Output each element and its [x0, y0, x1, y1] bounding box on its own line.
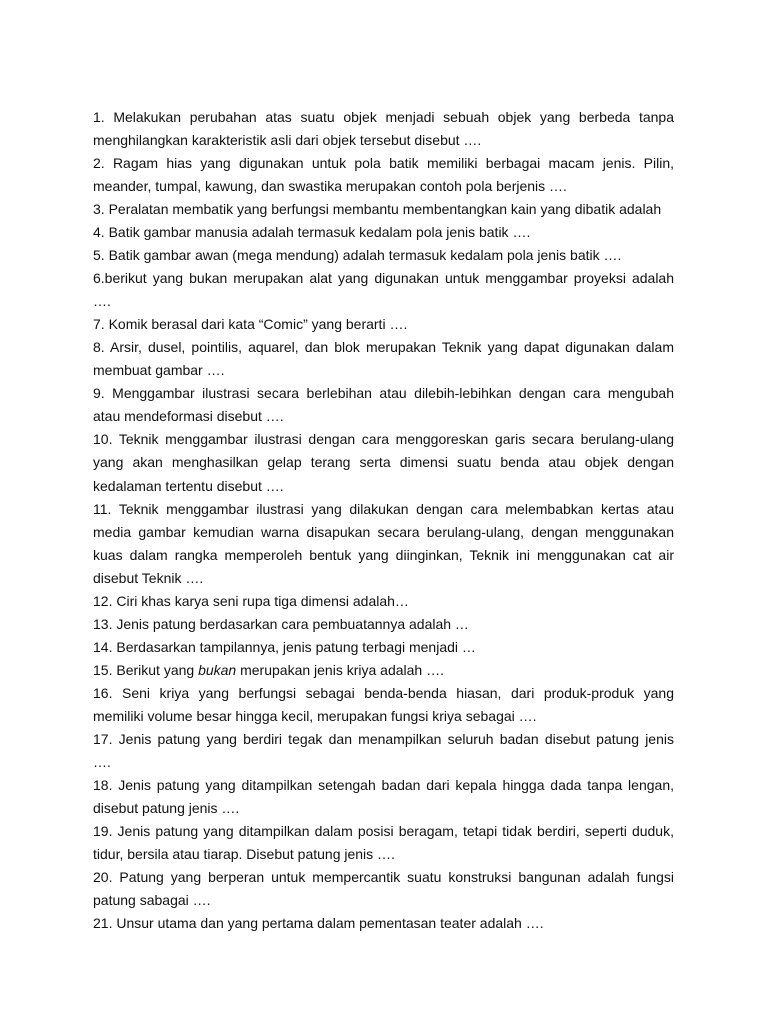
question-line: 20. Patung yang berperan untuk mempercantik suatu konstruksi bangunan adalah fungsi — [93, 869, 674, 886]
question-item — [93, 198, 674, 221]
question-item — [93, 613, 674, 636]
text-segment: 15. Berikut yang — [93, 661, 199, 678]
question-line: 3. Peralatan membatik yang berfungsi membantu membentangkan kain yang dibatik adalah — [93, 201, 662, 218]
question-line: 8. Arsir, dusel, pointilis, aquarel, dan blok merupakan Teknik yang dapat digunakan dalam — [93, 339, 674, 356]
question-item — [93, 636, 674, 659]
question-line: …. — [93, 293, 111, 310]
question-line: 2. Ragam hias yang digunakan untuk pola batik memiliki berbagai macam jenis. Pilin, — [93, 155, 674, 172]
question-item — [93, 244, 674, 267]
question-line: disebut Teknik …. — [93, 569, 204, 586]
question-line: kedalaman tertentu disebut …. — [93, 477, 284, 494]
question-line: 5. Batik gambar awan (mega mendung) adalah termasuk kedalam pola jenis batik …. — [93, 247, 622, 264]
question-item — [93, 498, 674, 590]
question-line: 16. Seni kriya yang berfungsi sebagai benda-benda hiasan, dari produk-produk yang — [93, 684, 674, 701]
question-item — [93, 774, 674, 820]
question-line: 1. Melakukan perubahan atas suatu objek menjadi sebuah objek yang berbeda tanpa — [93, 109, 674, 125]
question-item — [93, 728, 674, 774]
question-item — [93, 106, 674, 152]
question-item — [93, 912, 674, 935]
question-line: atau mendeformasi disebut …. — [93, 408, 284, 425]
question-item — [93, 590, 674, 613]
question-line: 11. Teknik menggambar ilustrasi yang dilakukan dengan cara melembabkan kertas atau — [93, 500, 674, 517]
question-line: kuas dalam rangka memperoleh bentuk yang diinginkan, Teknik ini menggunakan cat air — [93, 546, 674, 563]
question-line: membuat gambar …. — [93, 362, 225, 379]
question-line: 12. Ciri khas karya seni rupa tiga dimensi adalah… — [93, 592, 409, 609]
question-item — [93, 152, 674, 198]
question-item — [93, 659, 674, 682]
question-line: 9. Menggambar ilustrasi secara berlebihan atau dilebih-lebihkan dengan cara mengubah — [93, 385, 674, 402]
question-item — [93, 267, 674, 313]
question-line: memiliki volume besar hingga kecil, merupakan fungsi kriya sebagai …. — [93, 707, 537, 724]
question-line: 13. Jenis patung berdasarkan cara pembuatannya adalah … — [93, 615, 469, 632]
question-line: 17. Jenis patung yang berdiri tegak dan menampilkan seluruh badan disebut patung jenis — [93, 730, 674, 747]
question-line: 10. Teknik menggambar ilustrasi dengan cara menggoreskan garis secara berulang-ulang — [93, 431, 674, 448]
question-item — [93, 682, 674, 728]
question-item — [93, 820, 674, 866]
question-line: tidur, bersila atau tiarap. Disebut patung jenis …. — [93, 846, 395, 862]
question-item — [93, 336, 674, 382]
question-line: 4. Batik gambar manusia adalah termasuk kedalam pola jenis batik …. — [93, 224, 531, 241]
question-line: 19. Jenis patung yang ditampilkan dalam posisi beragam, tetapi tidak berdiri, seperti duduk, — [93, 822, 674, 839]
question-item — [93, 428, 674, 497]
question-item — [93, 313, 674, 336]
question-line: 7. Komik berasal dari kata “Comic” yang berarti …. — [93, 316, 408, 333]
question-line: 18. Jenis patung yang ditampilkan setengah badan dari kepala hingga dada tanpa lengan, — [93, 776, 674, 793]
question-line: 6.berikut yang bukan merupakan alat yang digunakan untuk menggambar proyeksi adalah — [93, 270, 674, 287]
question-line: 14. Berdasarkan tampilannya, jenis patung terbagi menjadi … — [93, 638, 476, 655]
question-line: 21. Unsur utama dan yang pertama dalam pementasan teater adalah …. — [93, 915, 544, 932]
question-line — [93, 659, 674, 682]
question-item — [93, 382, 674, 428]
question-item — [93, 221, 674, 244]
question-line: meander, tumpal, kawung, dan swastika merupakan contoh pola berjenis …. — [93, 178, 567, 195]
question-line: …. — [93, 753, 111, 770]
question-line: media gambar kemudian warna disapukan secara berulang-ulang, dengan menggunakan — [93, 523, 674, 540]
question-line: disebut patung jenis …. — [93, 799, 240, 816]
question-line: yang akan menghasilkan gelap terang serta dimensi suatu benda atau objek dengan — [93, 454, 674, 471]
emphasis-text: bukan — [198, 661, 237, 678]
question-line: patung sabagai …. — [93, 892, 211, 909]
text-segment: merupakan jenis kriya adalah …. — [236, 661, 444, 678]
question-item — [93, 866, 674, 912]
question-line: menghilangkan karakteristik asli dari objek tersebut disebut …. — [93, 132, 482, 149]
question-list — [93, 106, 674, 935]
